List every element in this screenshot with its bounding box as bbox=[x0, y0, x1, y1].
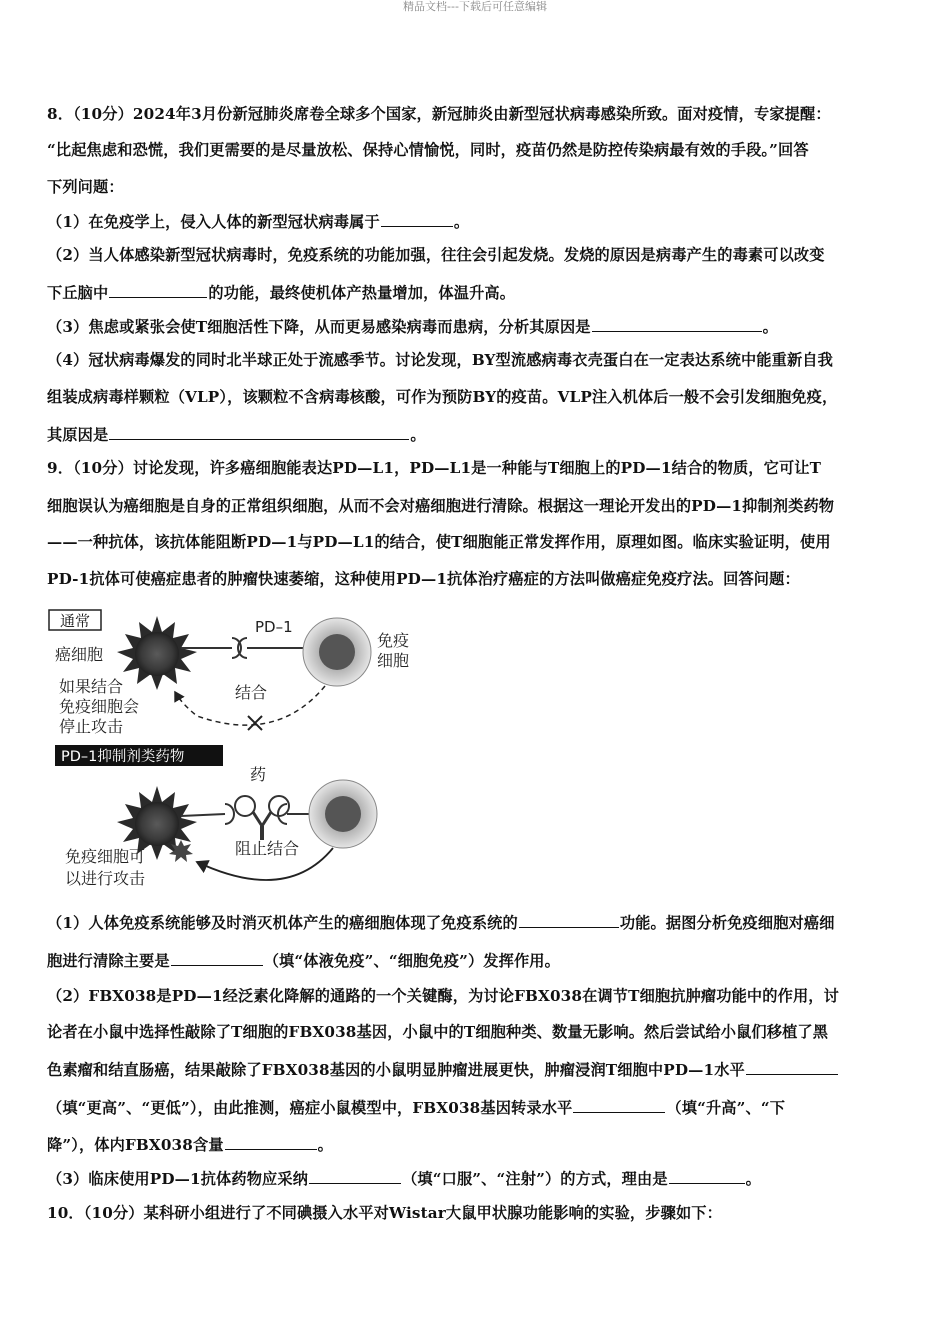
q9-part-1-text-4: （填“体液免疫”、“细胞免疫”）发挥作用。 bbox=[263, 952, 560, 970]
q8-part-4-line-2: 组装成病毒样颗粒（VLP），该颗粒不含病毒核酸，可作为预防BY的疫苗。VLP注入机体后一般不会引发细胞免疫， bbox=[47, 388, 838, 406]
drug-name-label: 药 bbox=[250, 765, 267, 784]
pd1-label: PD–1 bbox=[255, 618, 293, 636]
immune-cell-icon-2 bbox=[309, 780, 377, 848]
block-label: 阻止结合 bbox=[235, 839, 300, 858]
note-line-1: 如果结合 bbox=[59, 677, 124, 696]
q9-stem-line-1: 9．（10分）讨论发现，许多癌细胞能表达PD—L1，PD—L1是一种能与T细胞上的PD—1结合的物质，它可让T bbox=[47, 459, 822, 477]
q9-part-3-text-3: 。 bbox=[745, 1170, 762, 1188]
pd1-receptor bbox=[238, 638, 247, 658]
note-line-3: 停止攻击 bbox=[59, 717, 124, 736]
immune-cell-label-2: 细胞 bbox=[377, 651, 410, 670]
answer-blank[interactable] bbox=[573, 1097, 665, 1113]
immune-cell-icon bbox=[303, 618, 371, 686]
pd1-mechanism-figure bbox=[47, 604, 427, 894]
q9-part-1-line-1 bbox=[47, 912, 835, 933]
q9-part-2-line-3 bbox=[47, 1059, 839, 1080]
answer-blank[interactable] bbox=[109, 424, 409, 440]
answer-blank[interactable] bbox=[669, 1168, 745, 1184]
q9-part-2-line-5 bbox=[47, 1134, 333, 1155]
q8-part-4-text: 其原因是 bbox=[47, 426, 109, 444]
blocked-cross-icon bbox=[248, 716, 262, 730]
answer-blank[interactable] bbox=[746, 1059, 838, 1075]
q9-part-2-text: 色素瘤和结直肠癌，结果敲除了FBX038基因的小鼠明显肿瘤进展更快，肿瘤浸润T细胞中PD—1水平 bbox=[47, 1061, 745, 1079]
q9-stem-line-3: ——一种抗体，该抗体能阻断PD—1与PD—L1的结合，使T细胞能正常发挥作用，原理如图。临床实验证明，使用 bbox=[47, 533, 831, 551]
q9-part-1-text-2: 功能。据图分析免疫细胞对癌细 bbox=[619, 914, 835, 932]
normal-label: 通常 bbox=[59, 612, 91, 630]
q8-part-2-end: 的功能，最终使机体产热量增加，体温升高。 bbox=[208, 284, 516, 302]
drug-label: PD–1抑制剂类药物 bbox=[61, 749, 185, 765]
note-line-4: 免疫细胞可 bbox=[65, 847, 146, 866]
q9-part-2-line-4 bbox=[47, 1097, 785, 1118]
q8-part-4-end: 。 bbox=[410, 426, 426, 444]
answer-blank[interactable] bbox=[519, 912, 619, 928]
q9-part-1-line-2 bbox=[47, 950, 560, 971]
answer-blank[interactable] bbox=[309, 1168, 401, 1184]
q9-stem-line-2: 细胞误认为癌细胞是自身的正常组织细胞，从而不会对癌细胞进行清除。根据这一理论开发出的PD—1抑制剂类药物 bbox=[47, 497, 835, 515]
q9-part-1-text-3: 胞进行清除主要是 bbox=[47, 952, 170, 970]
q8-part-2-line-2 bbox=[47, 282, 515, 303]
q8-part-3-text: （3）焦虑或紧张会使T细胞活性下降，从而更易感染病毒而患病，分析其原因是 bbox=[47, 318, 591, 336]
q8-part-3-end: 。 bbox=[762, 318, 778, 336]
q9-part-2-text-5: 。 bbox=[317, 1136, 333, 1154]
q8-stem-line-1: 8．（10分）2024年3月份新冠肺炎席卷全球多个国家，新冠肺炎由新型冠状病毒感染所致。面对疫情，专家提醒： bbox=[47, 105, 831, 123]
answer-blank[interactable] bbox=[381, 211, 453, 227]
pd-l1-stalk-2 bbox=[181, 814, 225, 816]
q8-part-2-text: 下丘脑中 bbox=[47, 284, 109, 302]
q9-part-2-text-4: 降”），体内FBX038含量 bbox=[47, 1136, 224, 1154]
note-line-5: 以进行攻击 bbox=[65, 869, 146, 888]
q8-part-1-end: 。 bbox=[453, 213, 470, 231]
q9-part-3-text-2: （填“口服”、“注射”）的方式，理由是 bbox=[402, 1170, 668, 1188]
q8-part-4-line-1: （4）冠状病毒爆发的同时北半球正处于流感季节。讨论发现，BY型流感病毒衣壳蛋白在一定表达系统中能重新自我 bbox=[47, 351, 833, 369]
q9-part-2-text-3: （填“升高”、“下 bbox=[666, 1099, 786, 1117]
q9-part-3-text: （3）临床使用PD—1抗体药物应采纳 bbox=[47, 1170, 309, 1188]
q8-part-3 bbox=[47, 316, 778, 337]
q9-stem-line-4: PD-1抗体可使癌症患者的肿瘤快速萎缩，这种使用PD—1抗体治疗癌症的方法叫做癌症免疫疗法。回答问题： bbox=[47, 570, 800, 588]
answer-blank[interactable] bbox=[225, 1134, 317, 1150]
q9-part-2-text-2: （填“更高”、“更低”），由此推测，癌症小鼠模型中，FBX038基因转录水平 bbox=[47, 1099, 573, 1117]
answer-blank[interactable] bbox=[109, 282, 207, 298]
q8-part-1-text: （1）在免疫学上，侵入人体的新型冠状病毒属于 bbox=[47, 213, 380, 231]
antibody-drug-icon bbox=[235, 796, 289, 840]
immune-cell-label-1: 免疫 bbox=[377, 631, 410, 650]
q10-stem-line-1: 10．（10分）某科研小组进行了不同碘摄入水平对Wistar大鼠甲状腺功能影响的实验，步骤如下： bbox=[47, 1204, 722, 1222]
answer-blank[interactable] bbox=[592, 316, 762, 332]
q9-part-2-line-2: 论者在小鼠中选择性敲除了T细胞的FBX038基因，小鼠中的T细胞种类、数量无影响。然后尝试给小鼠们移植了黑 bbox=[47, 1023, 829, 1041]
q9-part-2-line-1: （2）FBX038是PD—1经泛素化降解的通路的一个关键酶，为讨论FBX038在调节T细胞抗肿瘤功能中的作用，讨 bbox=[47, 987, 839, 1005]
q8-stem-line-2: “比起焦虑和恐慌，我们更需要的是尽量放松、保持心情愉悦，同时，疫苗仍然是防控传染病最有效的手段。”回答 bbox=[47, 141, 809, 159]
cancer-cell-label: 癌细胞 bbox=[55, 645, 104, 664]
q8-part-2-line-1: （2）当人体感染新型冠状病毒时，免疫系统的功能加强，往往会引起发烧。发烧的原因是病毒产生的毒素可以改变 bbox=[47, 246, 825, 264]
note-line-2: 免疫细胞会 bbox=[59, 697, 140, 716]
bind-label: 结合 bbox=[235, 683, 268, 702]
q9-part-1-text: （1）人体免疫系统能够及时消灭机体产生的癌细胞体现了免疫系统的 bbox=[47, 914, 518, 932]
q9-part-3 bbox=[47, 1168, 761, 1189]
cancer-cell-icon bbox=[117, 616, 197, 690]
q8-part-1 bbox=[47, 211, 469, 232]
pd-l1-receptor-2 bbox=[225, 804, 234, 824]
page-header: 精品文档---下载后可任意编辑 bbox=[403, 0, 547, 13]
answer-blank[interactable] bbox=[171, 950, 263, 966]
q8-part-4-line-3 bbox=[47, 424, 426, 445]
q8-stem-line-3: 下列问题： bbox=[47, 178, 124, 196]
